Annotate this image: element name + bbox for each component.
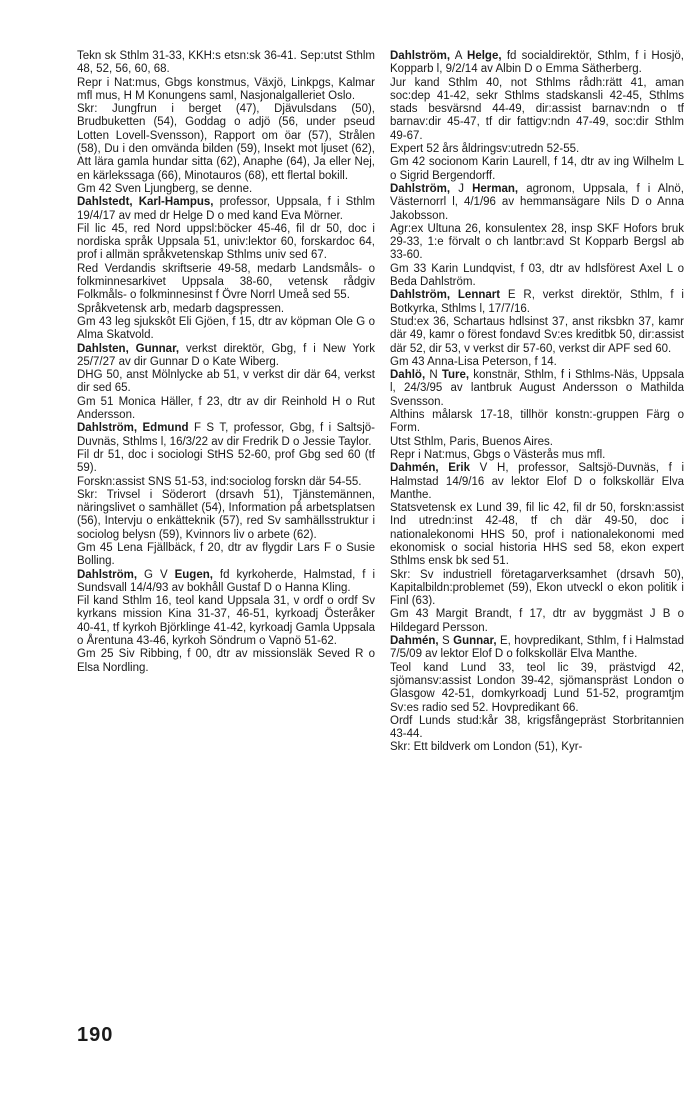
entry-paragraph (77, 343, 375, 370)
entry-continuation (77, 303, 375, 316)
entry-name: Dahlström, Edmund (77, 422, 189, 435)
entry-text: Fil dr 51, doc i sociologi StHS 52-60, prof Gbg sed 60 (tf 59). (77, 448, 375, 475)
entry-text: verkst direktör, Gbg, f i New York 25/7/27 av dir Gunnar D o Kate Wiberg. (77, 342, 375, 368)
entry-continuation (390, 356, 684, 369)
entry-paragraph (77, 422, 375, 449)
entry-text: Skr: Jungfrun i berget (47), Djävulsdans (50), Brudbuketten (54), Goddag o adjö (56, under pseud Lotten Lovell-Svensson), Rapport om öar (57), Strålen (58), Du i den omvända bilden (59), Insekt mot ljuset (62), Att lära gamla hundar sitta (62), Anaphe (64), Ja eller Nej, en kärlekssaga (66), Minotauros (68), ett flertal bokill. (77, 103, 375, 182)
entry-text: Skr: Ett bildverk om London (51), Kyr- (390, 741, 583, 754)
entry-continuation (390, 223, 684, 263)
entry-text: Red Verdandis skriftserie 49-58, medarb Landsmåls- o folkminnesarkivet Uppsala 38-60, vetensk rådgiv Folkmåls- o folkminnesinst f Övre Norrl Umeå sed 55. (77, 262, 375, 302)
entry-text: E, hovpredikant, Sthlm, f i Halmstad 7/5/09 av lektor Elof D o folkskollär Elva Manthe. (390, 635, 685, 661)
entry-text: F S T, professor, Gbg, f i Saltsjö-Duvnäs, Sthlms l, 16/3/22 av dir Fredrik D o Jessie Taylor. (77, 422, 375, 448)
entry-paragraph (77, 569, 375, 596)
entry-name: Gunnar, (453, 635, 497, 648)
entry-continuation (390, 263, 684, 290)
entry-name: Dahlstedt, Karl-Hampus, (77, 196, 214, 209)
entry-name: Eugen, (174, 568, 213, 581)
entry-continuation (390, 741, 684, 754)
entry-continuation (77, 77, 375, 104)
entry-text: Skr: Trivsel i Söderort (drsavh 51), Tjänstemännen, näringslivet o samhället (54), Information på arbetsplatsen (56), Intervju o enkätteknik (57), red Sv samhällsstruktur i sociolog belysn (59), Kvinnors liv o arbete (62). (77, 488, 375, 541)
entry-text: V H, professor, Saltsjö-Duvnäs, f i Halmstad 14/9/16 av lektor Elof D o folkskollär Elva Manthe. (390, 462, 684, 501)
entry-text: Skr: Sv industriell företagarverksamhet (drsavh 50), Kapitalbildn:problemet (59), Ekon utveckl o ekon politik i Finl (63). (390, 568, 684, 608)
entry-continuation (77, 648, 375, 675)
entry-continuation (390, 156, 684, 183)
entry-text: Repr i Nat:mus, Gbgs o Västerås mus mfl. (390, 448, 606, 461)
entry-text: professor, Uppsala, f i Sthlm 19/4/17 av med dr Helge D o med kand Eva Mörner. (77, 196, 375, 222)
entry-name: Herman, (472, 182, 519, 195)
entry-continuation (77, 316, 375, 343)
entry-text: Gm 42 Sven Ljungberg, se denne. (77, 182, 253, 195)
entry-text: Utst Sthlm, Paris, Buenos Aires. (390, 435, 553, 448)
entry-text: Stud:ex 36, Schartaus hdlsinst 37, anst riksbkn 37, kamr där 49, kamr o förest fondavd Sv:es kreditbk 50, dir:assist där 52, dir 53, v verkst dir 57-60, verkst dir APF sed 60. (390, 315, 684, 355)
entry-name: Dahlström, (390, 182, 451, 195)
entry-continuation (390, 715, 684, 742)
entry-continuation (77, 183, 375, 196)
entry-continuation (77, 396, 375, 423)
entry-text: Fil lic 45, red Nord uppsl:böcker 45-46, fil dr 50, doc i nordiska språk Uppsala 51, univ:lektor 60, forskardoc 64, prof i allmän språkvetenskap Sthlms univ sed 67. (77, 222, 375, 262)
entry-text: J (450, 182, 473, 195)
entry-paragraph (390, 462, 684, 502)
entry-text: A (450, 50, 468, 62)
entry-text: Gm 33 Karin Lundqvist, f 03, dtr av hdlsförest Axel L o Beda Dahlström. (390, 262, 684, 289)
entry-continuation (390, 449, 684, 462)
entry-continuation (390, 316, 684, 356)
entry-text: S (438, 635, 454, 648)
entry-text: agronom, Uppsala, f i Alnö, Västernorrl l, 4/1/96 av hemmansägare Nils D o Anna Jakobsson. (390, 182, 685, 222)
entry-continuation (77, 595, 375, 648)
entry-name: Dahlsten, Gunnar, (77, 342, 180, 355)
entry-text: Gm 43 leg sjukskôt Eli Gjöen, f 15, dtr av köpman Ole G o Alma Skatvold. (77, 315, 375, 342)
entry-name: Dahmén, Erik (390, 462, 470, 475)
entry-continuation (77, 369, 375, 396)
entry-continuation (77, 223, 375, 263)
entry-text: Althins målarsk 17-18, tillhör konstn:-gruppen Färg o Form. (390, 409, 684, 435)
entry-text: Agr:ex Ultuna 26, konsulentex 28, insp SKF Hofors bruk 29-33, 1:e förvalt o ch lantbr:avd St Kopparb Bergsl ab 33-60. (390, 222, 684, 262)
entry-text: Gm 43 Anna-Lisa Peterson, f 14. (390, 355, 557, 368)
entry-text: Repr i Nat:mus, Gbgs konstmus, Växjö, Linkpgs, Kalmar mfl mus, H M Konungens saml, Nasjonalgalleriet Oslo. (77, 76, 375, 102)
entry-paragraph (390, 369, 684, 409)
entry-text: Gm 45 Lena Fjällbäck, f 20, dtr av flygdir Lars F o Susie Bolling. (77, 541, 375, 568)
entry-text: Ordf Lunds stud:kår 38, krigsfångepräst Storbritannien 43-44. (390, 714, 684, 741)
entry-name: Ture, (441, 369, 470, 382)
entry-continuation (390, 436, 684, 449)
entry-paragraph (390, 50, 684, 77)
entry-continuation (390, 662, 684, 715)
entry-continuation (77, 103, 375, 183)
entry-text: Forskn:assist SNS 51-53, ind:sociolog forskn där 54-55. (77, 475, 362, 488)
entry-text: konstnär, Sthlm, f i Sthlms-Näs, Uppsala l, 24/3/95 av lantbruk August Andersson o Mathilda Svensson. (390, 369, 684, 408)
entry-text: Tekn sk Sthlm 31-33, KKH:s etsn:sk 36-41. Sep:utst Sthlm 48, 52, 56, 60, 68. (77, 50, 375, 76)
right-column (390, 50, 684, 755)
entry-text: Statsvetensk ex Lund 39, fil lic 42, fil dr 50, forskn:assist Ind utredn:inst 42-48, tf ch där 49-50, doc i nationalekonomi HHS 50, prof i nationalekonomi med ekonomisk o social historia HHS sed 58, ekon expert Sthlms ensk bk sed 51. (390, 502, 684, 568)
entry-text: Gm 51 Monica Häller, f 23, dtr av dir Reinhold H o Rut Andersson. (77, 395, 375, 422)
entry-name: Dahmén, (390, 635, 439, 648)
entry-name: Dahlö, (390, 369, 426, 382)
entry-text: Språkvetensk arb, medarb dagspressen. (77, 302, 285, 315)
entry-text: Teol kand Lund 33, teol lic 39, prästvigd 42, sjömansv:assist London 39-42, sjömanspräst London o Glasgow 42-51, domkyrkoadj Lund 51-52, programtjm Sv:es radio sed 52. Hovpredikant 66. (390, 661, 684, 714)
entry-text: Gm 42 socionom Karin Laurell, f 14, dtr av ing Wilhelm L o Sigrid Bergendorff. (390, 156, 684, 182)
entry-text: fd kyrkoherde, Halmstad, f i Sundsvall 14/4/93 av bokhåll Gustaf D o Hanna Kling. (77, 568, 375, 594)
entry-text: Gm 25 Siv Ribbing, f 00, dtr av missionsläk Seved R o Elsa Nordling. (77, 648, 375, 674)
entry-text: DHG 50, anst Mölnlycke ab 51, v verkst dir där 64, verkst dir sed 65. (77, 369, 375, 395)
entry-name: Dahlström, (77, 568, 138, 581)
entry-continuation (77, 263, 375, 303)
entry-continuation (77, 489, 375, 542)
entry-text: N (425, 369, 442, 382)
entry-text: fd socialdirektör, Sthlm, f i Hosjö, Kopparb l, 9/2/14 av Albin D o Emma Sätherberg. (390, 50, 684, 76)
entry-paragraph (77, 196, 375, 223)
entry-paragraph (390, 289, 684, 316)
entry-text: Jur kand Sthlm 40, not Sthlms rådh:rätt 41, aman soc:dep 41-42, sekr Sthlms stadskansli 42-45, Sthlms stads besvärsnd 44-49, dir:assist barnav:ndn o tf barnav:dir 45-47, tf dir fattigv:ndn 47-49, soc:dir Sthlm 49-67. (390, 76, 684, 142)
entry-continuation (390, 608, 684, 635)
entry-name: Dahlström, Lennart (390, 289, 501, 302)
entry-continuation (390, 569, 684, 609)
entry-name: Helge, (467, 50, 502, 62)
entry-continuation (77, 50, 375, 77)
entry-continuation (77, 476, 375, 489)
left-column (77, 50, 375, 675)
entry-text: Expert 52 års åldringsv:utredn 52-55. (390, 143, 580, 156)
entry-continuation (390, 143, 684, 156)
entry-continuation (390, 502, 684, 568)
entry-paragraph (390, 635, 684, 662)
entry-continuation (77, 542, 375, 569)
entry-text: Fil kand Sthlm 16, teol kand Uppsala 31, v ordf o ordf Sv kyrkans mission Kina 31-37, 46-51, kyrkoadj Österåker 40-41, tf kyrkoh Björklinge 41-42, kyrkoadj Gamla Uppsala o Årentuna 43-46, kyrkoh Söndrum o Vapnö 51-62. (77, 595, 375, 648)
entry-name: Dahlström, (390, 50, 451, 62)
entry-text: E R, verkst direktör, Sthlm, f i Botkyrka, Sthlms l, 17/7/16. (390, 289, 684, 315)
entry-paragraph (390, 183, 684, 223)
entry-text: G V (137, 568, 175, 581)
entry-continuation (77, 449, 375, 476)
entry-continuation (390, 77, 684, 143)
entry-continuation (390, 409, 684, 436)
page-number: 190 (77, 1024, 114, 1046)
entry-text: Gm 43 Margit Brandt, f 17, dtr av byggmäst J B o Hildegard Persson. (390, 608, 684, 634)
